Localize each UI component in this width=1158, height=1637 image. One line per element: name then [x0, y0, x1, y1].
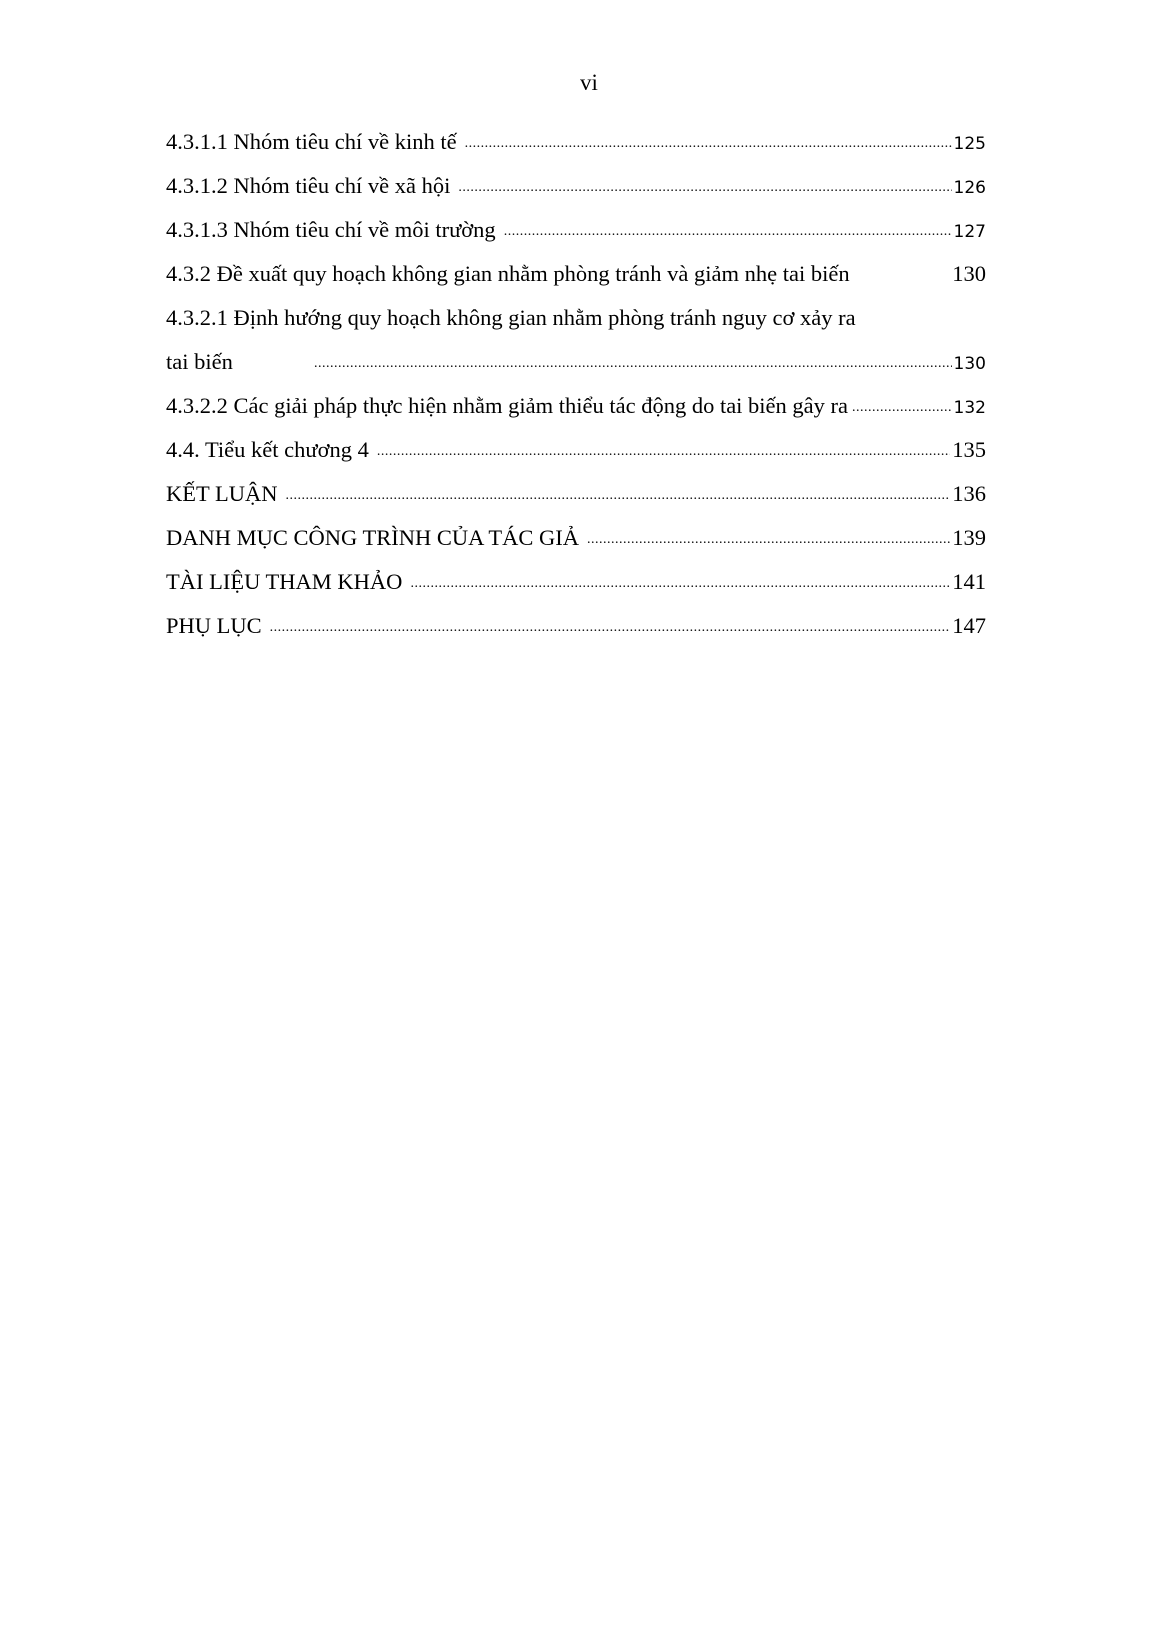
- page-number: vi: [580, 70, 598, 95]
- dot-leader: [285, 488, 950, 504]
- toc-entry-label: 4.3.2.2 Các giải pháp thực hiện nhằm giảm thiểu tác động do tai biến gây ra: [166, 393, 849, 418]
- toc-entry-page: 132: [953, 398, 986, 418]
- toc-entry[interactable]: [166, 613, 986, 657]
- toc-entry[interactable]: [166, 129, 986, 173]
- dot-leader: [270, 620, 951, 636]
- toc-entry[interactable]: [166, 393, 986, 437]
- toc-entry-page: 127: [953, 222, 986, 242]
- dot-leader: [852, 400, 952, 416]
- toc-entry-label: TÀI LIỆU THAM KHẢO: [166, 569, 403, 594]
- toc-entry[interactable]: [166, 481, 986, 525]
- toc-entry-label: 4.3.1.2 Nhóm tiêu chí về xã hội: [166, 173, 451, 198]
- toc-entry-label: 4.4. Tiểu kết chương 4: [166, 437, 369, 462]
- toc-entry-label: PHỤ LỤC: [166, 613, 262, 638]
- dot-leader: [377, 444, 950, 460]
- dot-leader: [314, 356, 952, 372]
- toc-entry-label: 4.3.1.1 Nhóm tiêu chí về kinh tế: [166, 129, 457, 154]
- toc-entry-page: 130: [953, 354, 986, 374]
- toc-entry-page: 130: [952, 261, 986, 286]
- dot-leader: [587, 532, 950, 548]
- table-of-contents: [166, 129, 986, 657]
- toc-entry-label: 4.3.1.3 Nhóm tiêu chí về môi trường: [166, 217, 496, 242]
- toc-entry[interactable]: [166, 261, 986, 305]
- toc-entry[interactable]: [166, 173, 986, 217]
- toc-entry-page: 126: [953, 178, 986, 198]
- toc-entry-page: 139: [952, 525, 986, 550]
- dot-leader: [410, 576, 950, 592]
- toc-entry[interactable]: [166, 569, 986, 613]
- dot-leader: [504, 224, 952, 240]
- toc-entry-label: 4.3.2 Đề xuất quy hoạch không gian nhằm phòng tránh và giảm nhẹ tai biến: [166, 261, 850, 286]
- toc-entry-wrapped-line[interactable]: [166, 305, 972, 349]
- toc-entry-label-line1: 4.3.2.1 Định hướng quy hoạch không gian nhằm phòng tránh nguy cơ xảy ra: [166, 305, 856, 330]
- toc-entry-label: DANH MỤC CÔNG TRÌNH CỦA TÁC GIẢ: [166, 525, 579, 550]
- toc-entry-page: 125: [953, 134, 986, 154]
- toc-entry[interactable]: [166, 525, 986, 569]
- dot-leader: [465, 136, 952, 152]
- toc-entry-label: KẾT LUẬN: [166, 481, 278, 506]
- toc-entry-page: 141: [952, 569, 986, 594]
- toc-entry-page: 135: [952, 437, 986, 462]
- dot-leader: [458, 180, 951, 196]
- toc-entry[interactable]: [166, 349, 986, 393]
- toc-entry-label-line2: tai biến: [166, 349, 233, 374]
- toc-entry[interactable]: [166, 437, 986, 481]
- toc-entry-page: 147: [952, 613, 986, 638]
- toc-entry-page: 136: [952, 481, 986, 506]
- toc-entry[interactable]: [166, 217, 986, 261]
